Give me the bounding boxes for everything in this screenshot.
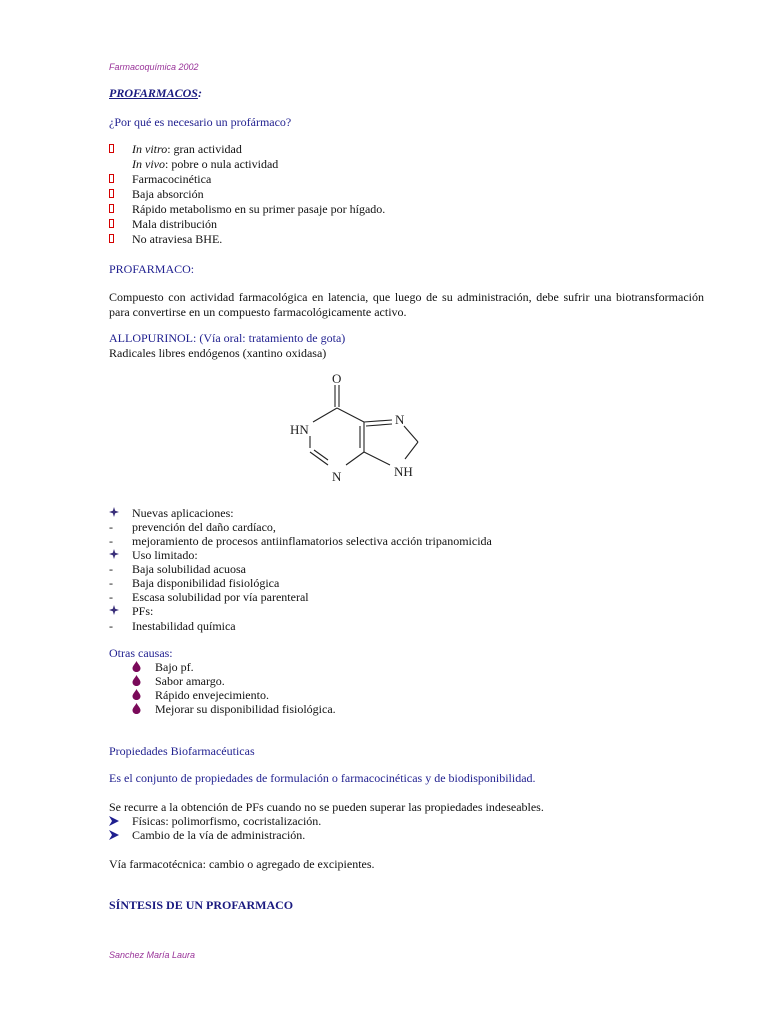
reason-item: [132, 157, 278, 171]
arrow-bullet-icon: [109, 829, 119, 843]
other-cause-item: Bajo pf.: [155, 660, 194, 674]
biopharma-definition: Es el conjunto de propiedades de formulación o farmacocinéticas y de biodisponibilidad.: [109, 771, 536, 785]
page-footer: Sanchez María Laura: [109, 950, 196, 960]
reason-text: : pobre o nula actividad: [164, 157, 279, 171]
drop-bullet-icon: [132, 703, 141, 718]
other-causes-heading: Otras causas:: [109, 646, 173, 660]
drop-bullet-icon: [132, 689, 141, 704]
reason-em: In vivo: [132, 157, 165, 171]
use-item: PFs:: [132, 604, 154, 618]
atom-label-nh: NH: [394, 464, 413, 479]
use-item: Uso limitado:: [132, 548, 198, 562]
dash-bullet: -: [109, 576, 113, 590]
allopurinol-structure: [270, 362, 440, 492]
reason-item: Farmacocinética: [132, 172, 212, 186]
reason-em: In vitro: [132, 142, 168, 156]
other-cause-item: Rápido envejecimiento.: [155, 688, 269, 702]
reason-item: No atraviesa BHE.: [132, 232, 223, 246]
use-item: Inestabilidad química: [132, 619, 236, 633]
use-item: Baja solubilidad acuosa: [132, 562, 246, 576]
biopharma-intro: Se recurre a la obtención de PFs cuando no se pueden superar las propiedades indeseables.: [109, 800, 544, 814]
definition-heading: PROFARMACO:: [109, 262, 195, 276]
page-title-suffix: :: [197, 86, 202, 100]
question-heading: ¿Por qué es necesario un profármaco?: [109, 115, 292, 129]
arrow-bullet-icon: [109, 815, 119, 829]
biopharma-item: Físicas: polimorfismo, cocristalización.: [132, 814, 322, 828]
dash-bullet: -: [109, 534, 113, 548]
use-item: mejoramiento de procesos antiinflamatorios selectiva acción tripanomicida: [132, 534, 492, 548]
atom-label-o: O: [332, 371, 342, 386]
diamond-bullet-icon: [109, 548, 119, 562]
page-title: [109, 86, 202, 101]
red-box-icon: [109, 142, 114, 156]
use-item: Baja disponibilidad fisiológica: [132, 576, 280, 590]
red-box-icon: [109, 187, 114, 201]
definition-body: Compuesto con actividad farmacológica en latencia, que luego de su administración, debe sufrir una biotransformación para convertirse en un compuesto farmacológicamente activo.: [109, 290, 704, 319]
use-item: Escasa solubilidad por vía parenteral: [132, 590, 309, 604]
atom-label-n-bottom: N: [332, 469, 342, 484]
other-cause-item: Mejorar su disponibilidad fisiológica.: [155, 702, 336, 716]
use-item: prevención del daño cardíaco,: [132, 520, 276, 534]
use-item: Nuevas aplicaciones:: [132, 506, 234, 520]
red-box-icon: [109, 202, 114, 216]
allopurinol-heading: ALLOPURINOL: (Vía oral: tratamiento de gota): [109, 331, 346, 345]
diamond-bullet-icon: [109, 604, 119, 618]
reason-text: : gran actividad: [167, 142, 242, 156]
dash-bullet: -: [109, 619, 113, 633]
reason-item: Mala distribución: [132, 217, 217, 231]
biopharma-note: Vía farmacotécnica: cambio o agregado de excipientes.: [109, 857, 375, 871]
synthesis-heading: SÍNTESIS DE UN PROFARMACO: [109, 898, 294, 912]
allopurinol-subtitle: Radicales libres endógenos (xantino oxidasa): [109, 346, 327, 360]
dash-bullet: -: [109, 520, 113, 534]
red-box-icon: [109, 217, 114, 231]
dash-bullet: -: [109, 590, 113, 604]
atom-label-n-right: N: [395, 412, 405, 427]
drop-bullet-icon: [132, 675, 141, 690]
page-title-text: PROFARMACOS: [109, 86, 198, 100]
atom-label-hn: HN: [290, 422, 309, 437]
reason-item: [132, 142, 242, 156]
red-box-icon: [109, 172, 114, 186]
page-header: Farmacoquímica 2002: [109, 62, 199, 72]
diamond-bullet-icon: [109, 506, 119, 520]
dash-bullet: -: [109, 562, 113, 576]
red-box-icon: [109, 232, 114, 246]
reason-item: Baja absorción: [132, 187, 204, 201]
drop-bullet-icon: [132, 661, 141, 676]
other-cause-item: Sabor amargo.: [155, 674, 225, 688]
reason-item: Rápido metabolismo en su primer pasaje por hígado.: [132, 202, 386, 216]
biopharma-item: Cambio de la vía de administración.: [132, 828, 306, 842]
biopharma-heading: Propiedades Biofarmacéuticas: [109, 744, 255, 758]
